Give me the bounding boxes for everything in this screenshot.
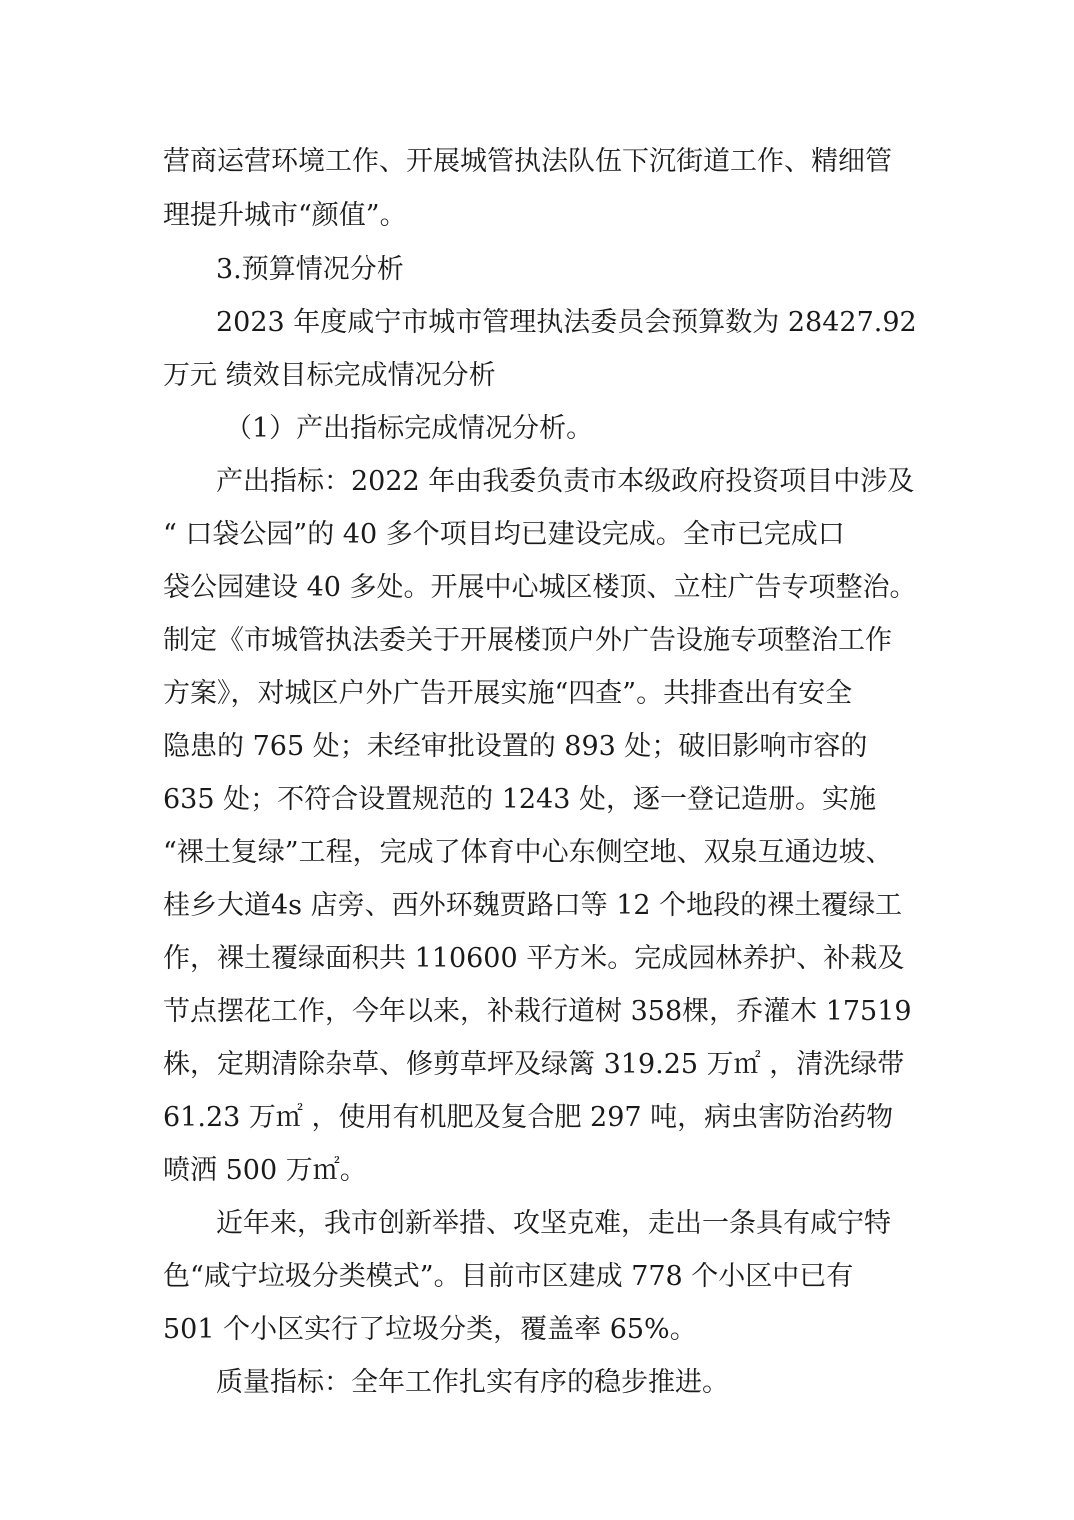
text-line: 桂乡大道4s 店旁、西外环魏贾路口等 12 个地段的裸土覆绿工 [163,890,903,921]
text-line: 作，裸土覆绿面积共 110600 平方米。完成园林养护、补栽及 [163,943,905,974]
text-line: 节点摆花工作，今年以来，补栽行道树 358棵，乔灌木 17519 [163,996,912,1027]
section-heading: 3.预算情况分析 [216,254,404,285]
text-line: 2023 年度咸宁市城市管理执法委员会预算数为 28427.92 [216,307,917,338]
text-line: 501 个小区实行了垃圾分类，覆盖率 65%。 [163,1314,697,1345]
text-line: 色“咸宁垃圾分类模式”。目前市区建成 778 个小区中已有 [163,1261,854,1292]
text-line: 株，定期清除杂草、修剪草坪及绿篱 319.25 万㎡ ，清洗绿带 [163,1049,905,1080]
text-line: “裸土复绿”工程，完成了体育中心东侧空地、双泉互通边坡、 [163,837,893,868]
text-line: 61.23 万㎡ ，使用有机肥及复合肥 297 吨，病虫害防治药物 [163,1102,894,1133]
text-line: 方案》，对城区户外广告开展实施“四查”。共排查出有安全 [163,678,853,709]
text-line: 喷洒 500 万㎡。 [163,1155,367,1186]
text-line: 产出指标：2022 年由我委负责市本级政府投资项目中涉及 [216,466,915,497]
text-line: 营商运营环境工作、开展城管执法队伍下沉街道工作、精细管 [163,146,892,177]
text-line: 近年来，我市创新举措、攻坚克难，走出一条具有咸宁特 [216,1208,891,1239]
text-line: 袋公园建设 40 多处。开展中心城区楼顶、立柱广告专项整治。 [163,572,917,603]
text-line: 隐患的 765 处；未经审批设置的 893 处；破旧影响市容的 [163,731,868,762]
text-line: 质量指标：全年工作扎实有序的稳步推进。 [216,1367,729,1398]
text-line: 万元 绩效目标完成情况分析 [163,360,496,391]
text-line: 635 处；不符合设置规范的 1243 处，逐一登记造册。实施 [163,784,876,815]
subsection-heading: （1）产出指标完成情况分析。 [225,413,594,444]
text-line: 制定《市城管执法委关于开展楼顶户外广告设施专项整治工作 [163,625,892,656]
text-line: “ 口袋公园”的 40 多个项目均已建设完成。全市已完成口 [163,519,845,550]
text-line: 理提升城市“颜值”。 [163,200,407,231]
